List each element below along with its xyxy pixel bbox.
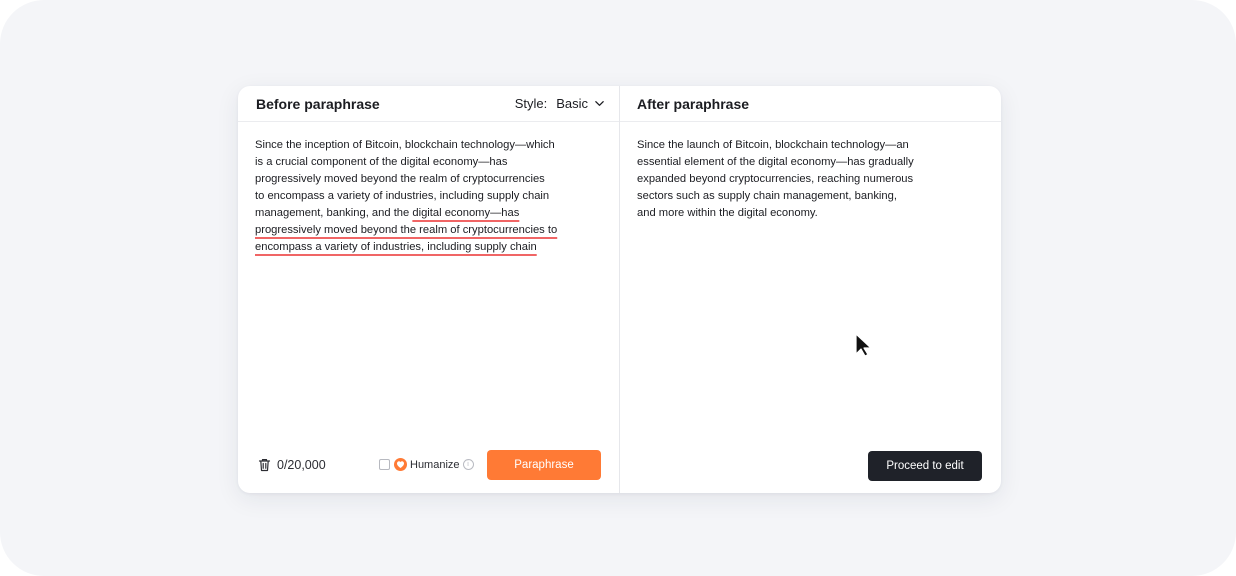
proceed-to-edit-button[interactable]: Proceed to edit (868, 451, 982, 481)
style-value: Basic (556, 96, 588, 111)
after-panel (620, 86, 1001, 493)
source-text-area[interactable] (255, 137, 605, 256)
paraphrase-button[interactable]: Paraphrase (487, 450, 601, 480)
paraphrase-card (238, 86, 1001, 493)
trash-icon[interactable] (258, 458, 271, 472)
humanize-checkbox[interactable] (379, 459, 390, 470)
source-text: Since the inception of Bitcoin, blockchain technology—which is a crucial component of the digital economy—has progressively moved beyond the realm of cryptocurrencies to encompass a variety of industries, including supply chain management, banking, and the (255, 139, 555, 219)
highlighted-text: digital economy—has progressively moved beyond the realm of cryptocurrencies to encompass a variety of industries, including supply chain (255, 207, 558, 253)
style-label: Style: (514, 96, 548, 111)
style-dropdown[interactable] (515, 96, 605, 111)
humanize-label: Humanize (410, 458, 460, 471)
after-header (620, 86, 1001, 122)
before-header (238, 86, 619, 122)
chevron-down-icon (594, 98, 605, 109)
char-counter (258, 458, 326, 472)
char-count: 0/20,000 (277, 458, 326, 472)
before-title: Before paraphrase (256, 95, 380, 112)
before-footer (238, 450, 619, 482)
after-title: After paraphrase (637, 95, 750, 112)
info-icon[interactable]: i (463, 459, 474, 470)
before-panel (238, 86, 620, 493)
humanize-icon (394, 458, 407, 471)
humanize-option[interactable] (379, 458, 474, 471)
mouse-cursor-icon (855, 333, 875, 357)
result-text: Since the launch of Bitcoin, blockchain technology—an essential element of the digital economy—has gradually expanded beyond cryptocurrencies, reaching numerous sectors such as supply chain management, banking, and more within the digital economy. (637, 139, 914, 219)
